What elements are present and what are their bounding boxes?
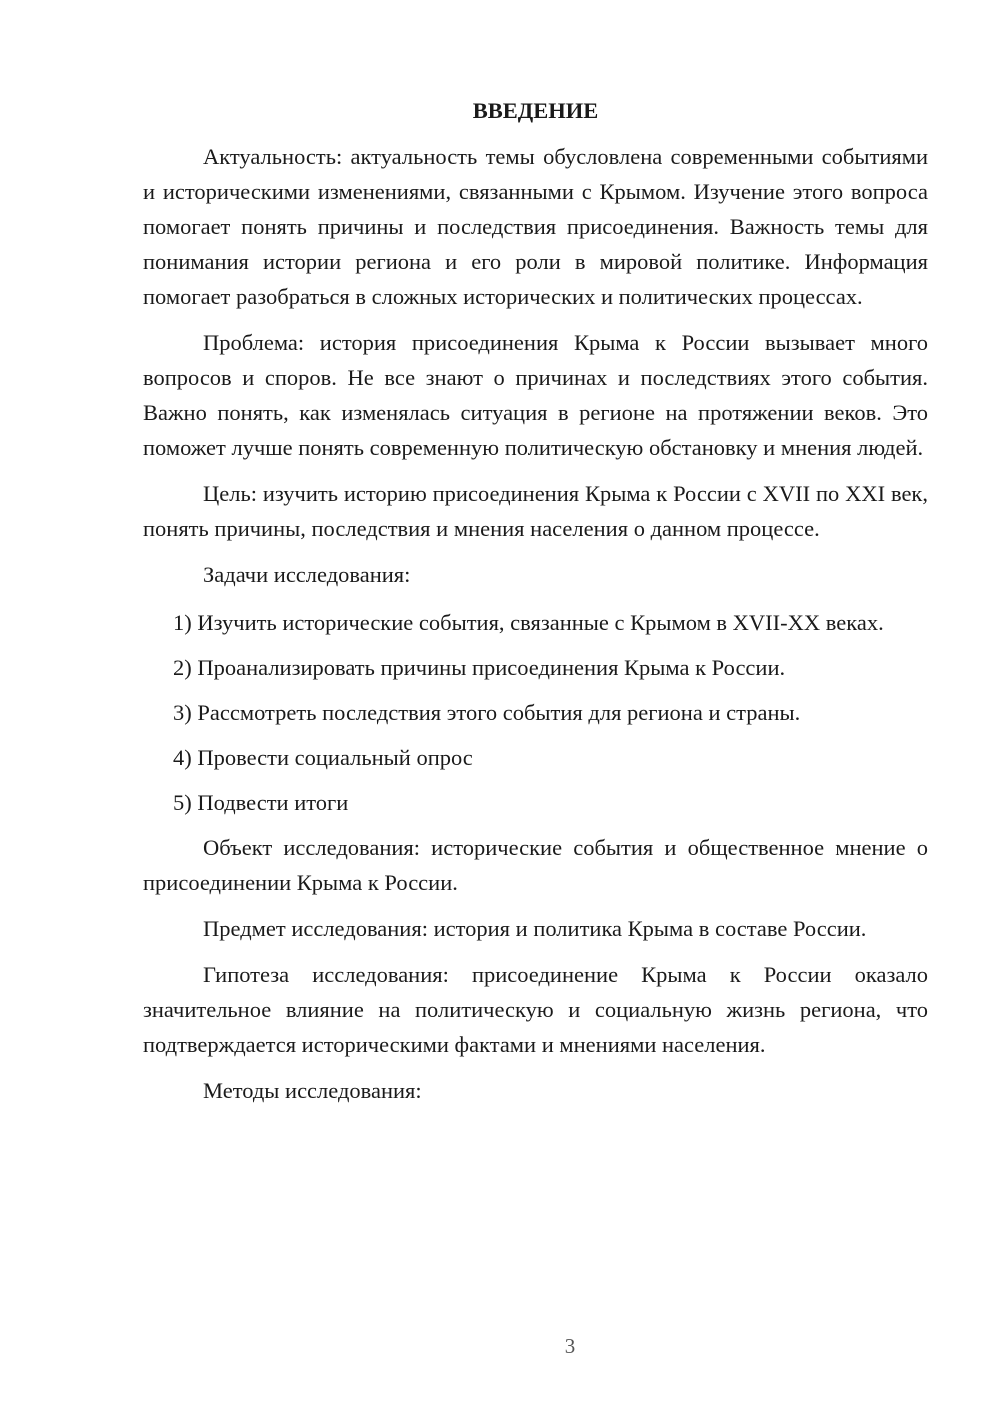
section-title: ВВЕДЕНИЕ xyxy=(472,98,599,123)
paragraph-goal: Цель: изучить историю присоединения Крыма к России с XVII по XXI век, понять причины, последствия и мнения населения о данном процессе. xyxy=(143,481,928,541)
paragraph-problem: Проблема: история присоединения Крыма к России вызывает много вопросов и споров. Не все знают о причинах и последствиях этого события. Важно понять, как изменялась ситуация в регионе на протяжении веков. Это поможет лучше понять современную политическую обстановку и мнения людей. xyxy=(143,330,928,460)
tasks-list xyxy=(143,605,928,820)
task-item-2: 2) Проанализировать причины присоединения Крыма к России. xyxy=(173,655,786,680)
paragraph-hypothesis: Гипотеза исследования: присоединение Крыма к России оказало значительное влияние на политическую и социальную жизнь региона, что подтверждается историческими фактами и мнениями населения. xyxy=(143,962,928,1057)
page-content xyxy=(143,96,928,1121)
task-item-3: 3) Рассмотреть последствия этого события для региона и страны. xyxy=(173,700,801,725)
task-item-5: 5) Подвести итоги xyxy=(173,790,349,815)
methods-heading: Методы исследования: xyxy=(203,1078,422,1103)
paragraph-relevance: Актуальность: актуальность темы обусловлена современными событиями и историческими изменениями, связанными с Крымом. Изучение этого вопроса помогает понять причины и последствия присоединения. Важность темы для понимания истории региона и его роли в мировой политике. Информация помогает разобраться в сложных исторических и политических процессах. xyxy=(143,144,928,309)
task-item-1: 1) Изучить исторические события, связанные с Крымом в XVII-XX веках. xyxy=(173,610,884,635)
task-item-4: 4) Провести социальный опрос xyxy=(173,745,473,770)
paragraph-subject: Предмет исследования: история и политика Крыма в составе России. xyxy=(203,916,867,941)
tasks-heading: Задачи исследования: xyxy=(203,562,411,587)
page-number: 3 xyxy=(564,1334,576,1358)
paragraph-object: Объект исследования: исторические события и общественное мнение о присоединении Крыма к России. xyxy=(143,835,928,895)
